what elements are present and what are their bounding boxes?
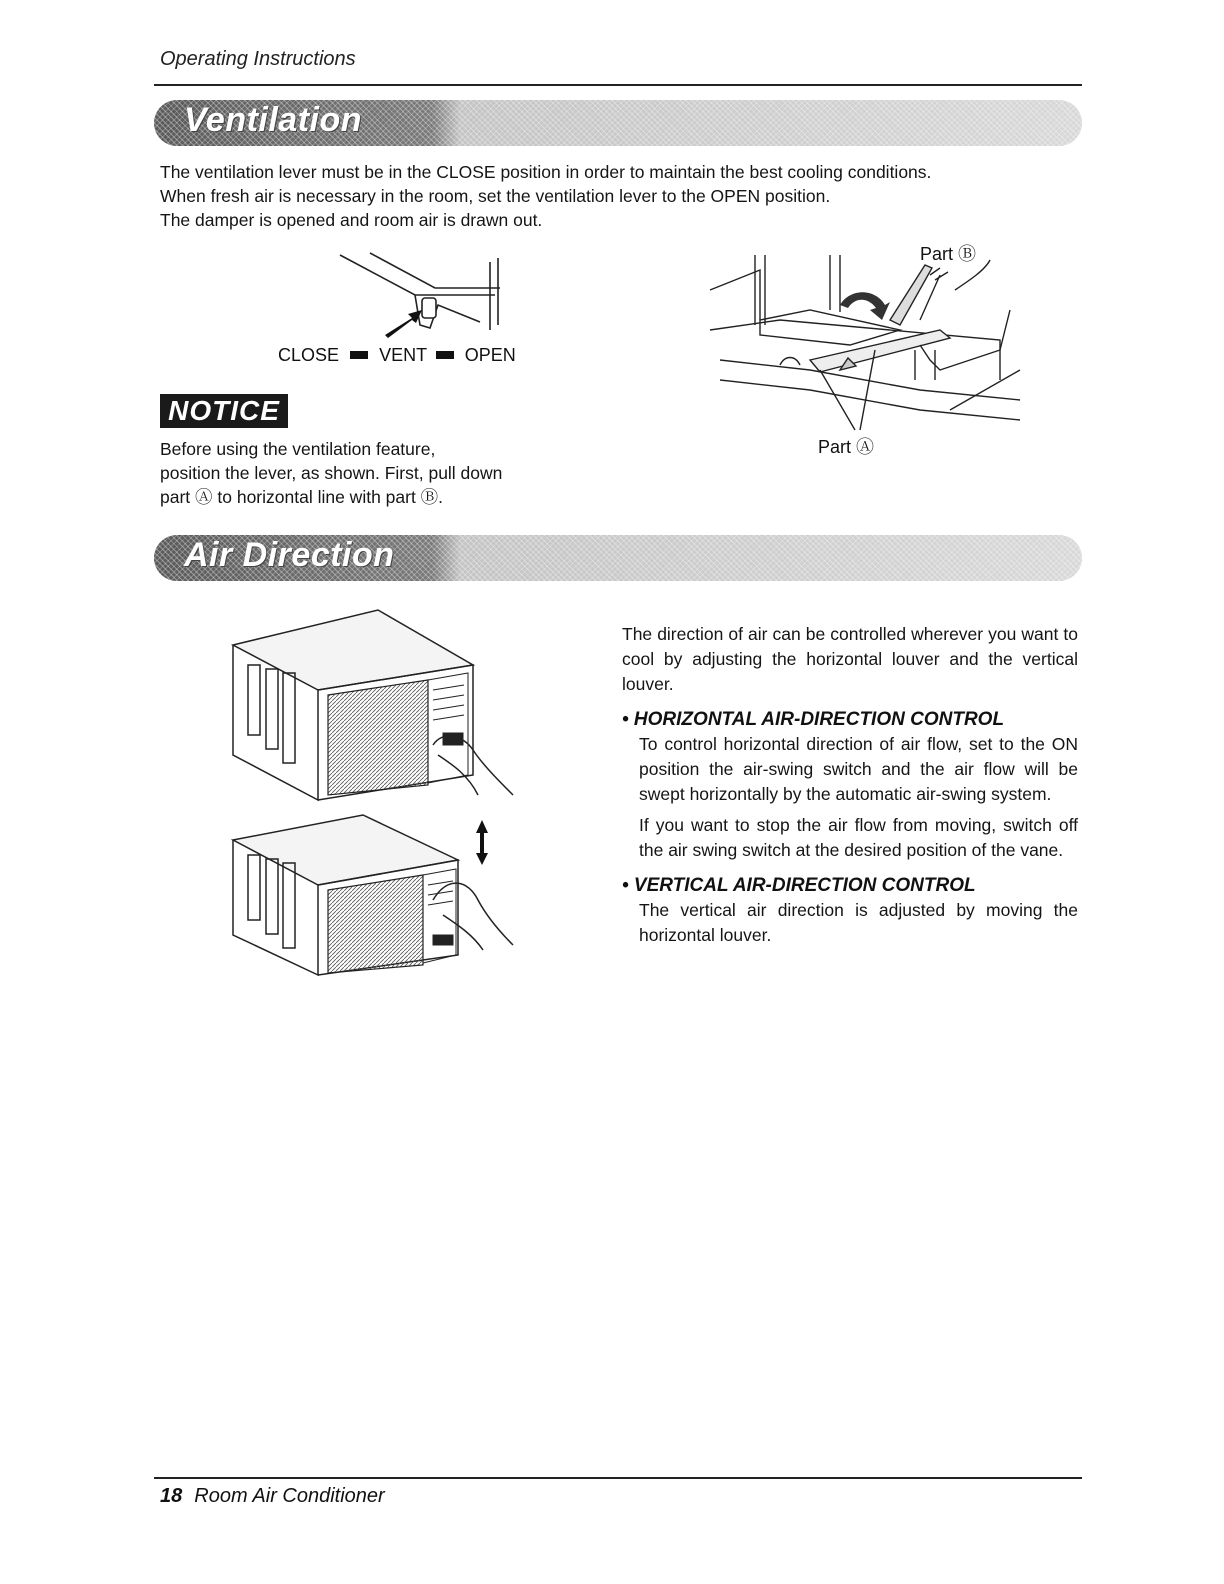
vertical-control-heading: • VERTICAL AIR-DIRECTION CONTROL — [622, 875, 976, 896]
horizontal-control-text-2: If you want to stop the air flow from moving, switch off the air swing switch at the desired position of the vane. — [639, 815, 1078, 860]
footer-rule — [154, 1477, 1082, 1479]
close-label: CLOSE — [278, 345, 340, 365]
page-number: 18 — [160, 1485, 183, 1507]
air-direction-title: Air Direction — [184, 536, 395, 574]
part-a-label: Part Ⓐ — [818, 437, 875, 457]
air-direction-banner — [154, 535, 1082, 581]
notice-line-3: part Ⓐ to horizontal line with part Ⓑ. — [160, 487, 444, 507]
lever-label-row — [278, 345, 516, 366]
notice-badge: NOTICE — [160, 394, 288, 428]
ventilation-banner — [154, 100, 1082, 146]
air-direction-intro: The direction of air can be controlled wherever you want to cool by adjusting the horizontal louver and the vertical louver. — [622, 624, 1078, 694]
notice-line-1: Before using the ventilation feature, — [160, 439, 436, 459]
open-lever-icon — [436, 351, 454, 359]
vent-label: VENT — [379, 345, 427, 365]
ventilation-title: Ventilation — [184, 101, 363, 139]
ventilation-line-3: The damper is opened and room air is drawn out. — [160, 210, 543, 230]
page-footer — [160, 1485, 385, 1508]
notice-text — [160, 437, 560, 509]
vertical-control-text: The vertical air direction is adjusted by moving the horizontal louver. — [639, 900, 1078, 945]
rotate-arrow-icon — [840, 292, 890, 320]
footer-title: Room Air Conditioner — [194, 1485, 385, 1507]
horizontal-control-heading: • HORIZONTAL AIR-DIRECTION CONTROL — [622, 709, 1005, 730]
ventilation-intro — [160, 160, 1080, 232]
ventilation-line-2: When fresh air is necessary in the room, set the ventilation lever to the OPEN position. — [160, 186, 831, 206]
lever-arrow-icon — [385, 310, 422, 338]
notice-line-2: position the lever, as shown. First, pull down — [160, 463, 503, 483]
ac-unit-swing-switch-illustration — [228, 605, 528, 805]
header-rule — [154, 84, 1082, 86]
close-lever-icon — [350, 351, 368, 359]
horizontal-control-text-1: To control horizontal direction of air flow, set to the ON position the air-swing switch and the air flow will be swept horizontally by the automatic air-swing system. — [639, 734, 1078, 804]
damper-parts-illustration — [700, 250, 1030, 450]
up-down-arrow-icon — [476, 820, 488, 865]
ventilation-line-1: The ventilation lever must be in the CLOSE position in order to maintain the best cooling conditions. — [160, 162, 932, 182]
vent-lever-illustration — [330, 250, 530, 345]
running-header: Operating Instructions — [160, 48, 356, 70]
air-direction-text — [622, 622, 1078, 948]
open-label: OPEN — [464, 345, 516, 365]
ac-unit-louver-illustration — [228, 815, 528, 985]
part-b-label: Part Ⓑ — [920, 244, 977, 264]
